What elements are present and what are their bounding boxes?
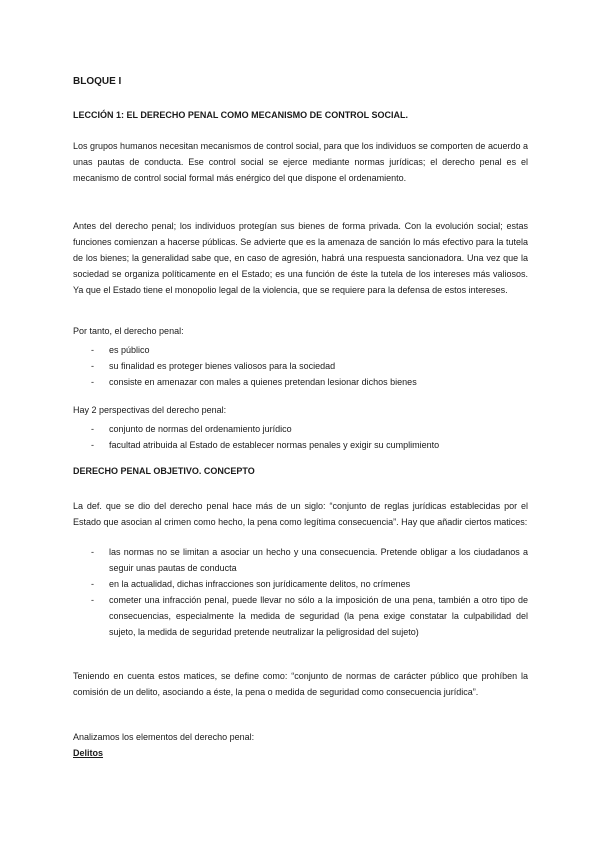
list-item: - consiste en amenazar con males a quienes pretendan lesionar dichos bienes <box>73 374 528 390</box>
list-item: - conjunto de normas del ordenamiento jurídico <box>73 421 528 437</box>
paragraph-control-social <box>73 138 528 186</box>
paragraph-definicion <box>73 498 528 530</box>
paragraph-text: Los grupos humanos necesitan mecanismos de control social, para que los individuos se comporten de acuerdo a unas pautas de conducta. Ese control social se ejerce mediante normas jurídicas; el derecho penal es el mecanismo de control social formal más enérgico del que dispone el ordenamiento. <box>73 141 528 183</box>
intro-elementos: Analizamos los elementos del derecho penal: <box>73 732 255 742</box>
list-item: - es público <box>73 342 528 358</box>
heading-objetivo: DERECHO PENAL OBJETIVO. CONCEPTO <box>73 466 255 476</box>
list-item: - en la actualidad, dichas infracciones son jurídicamente delitos, no crímenes <box>73 576 528 592</box>
heading-leccion: LECCIÓN 1: EL DERECHO PENAL COMO MECANISMO DE CONTROL SOCIAL. <box>73 110 409 120</box>
paragraph-historia <box>73 218 528 298</box>
heading-delitos-wrap <box>73 748 528 758</box>
list-intro-por-tanto: Por tanto, el derecho penal: <box>73 326 184 336</box>
list-caracteristicas <box>73 342 528 390</box>
paragraph-text: Antes del derecho penal; los individuos protegían sus bienes de forma privada. Con la evolución social; estas funciones comienzan a hacerse públicas. Se advierte que es la amenaza de sanción lo más efectivo para la tutela de los bienes; la generalidad sabe que, en caso de agresión, habrá una respuesta sancionadora. Una vez que la sociedad se organiza políticamente en el Estado; es una función de éste la tutela de los intereses más valiosos. Ya que el Estado tiene el monopolio legal de la violencia, que se requiere para la defensa de estos intereses. <box>73 221 528 295</box>
list-matices <box>73 544 528 640</box>
heading-delitos: Delitos <box>73 748 104 758</box>
paragraph-definicion-final <box>73 668 528 700</box>
list-item: - las normas no se limitan a asociar un hecho y una consecuencia. Pretende obligar a los ciudadanos a seguir unas pautas de conducta <box>73 544 528 576</box>
paragraph-text: Teniendo en cuenta estos matices, se define como: “conjunto de normas de carácter público que prohíben la comisión de un delito, asociando a éste, la pena o medida de seguridad como consecuencia jurídica”. <box>73 671 528 697</box>
list-item: - cometer una infracción penal, puede llevar no sólo a la imposición de una pena, también a otro tipo de consecuencias, especialmente la medida de seguridad (la pena exige constatar la culpabilidad del sujeto, la medida de seguridad pretende neutralizar la peligrosidad del sujeto) <box>73 592 528 640</box>
list-item: - facultad atribuida al Estado de establecer normas penales y exigir su cumplimiento <box>73 437 528 453</box>
list-intro-perspectivas: Hay 2 perspectivas del derecho penal: <box>73 405 227 415</box>
heading-bloque: BLOQUE I <box>73 76 122 87</box>
list-item: - su finalidad es proteger bienes valiosos para la sociedad <box>73 358 528 374</box>
paragraph-text: La def. que se dio del derecho penal hace más de un siglo: “conjunto de reglas jurídicas establecidas por el Estado que asocian al crimen como hecho, la pena como legítima consecuencia”. Hay que añadir ciertos matices: <box>73 501 528 527</box>
list-perspectivas <box>73 421 528 453</box>
